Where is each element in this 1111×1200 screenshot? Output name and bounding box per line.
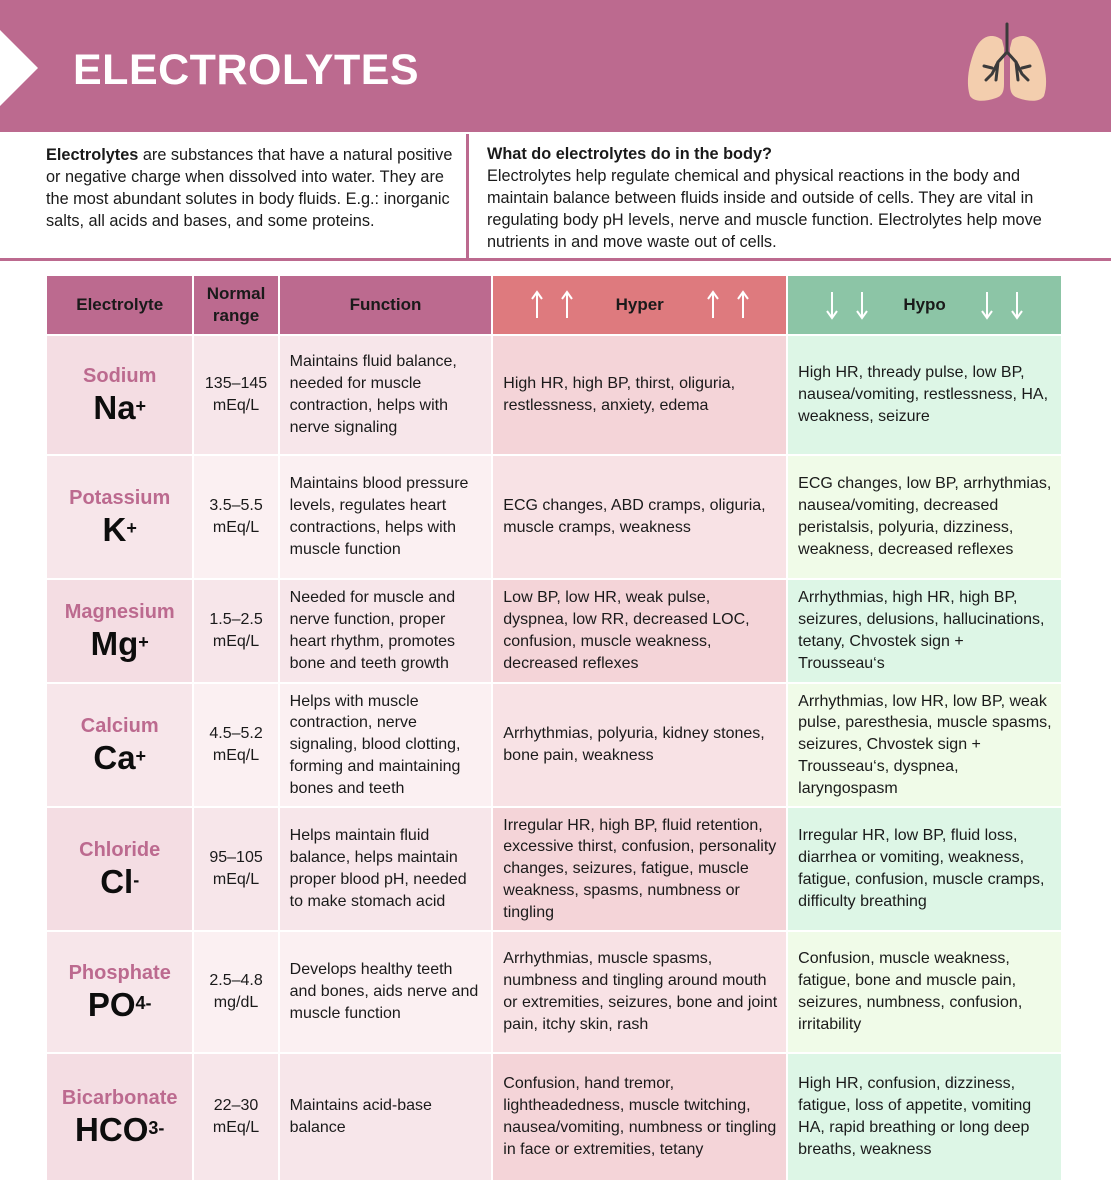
charge-text: 4- (135, 993, 152, 1013)
hypo-cell: Irregular HR, low BP, fluid loss, diarrhea or vomiting, weakness, fatigue, confusion, muscle cramps, difficulty breathing (788, 808, 1061, 930)
hypo-cell: High HR, confusion, dizziness, fatigue, loss of appetite, vomiting HA, rapid breathing or long deep breaths, weakness (788, 1054, 1061, 1180)
intro-question: What do electrolytes do in the body? (487, 145, 772, 163)
function-cell: Needed for muscle and nerve function, proper heart rhythm, promotes bone and teeth growth (280, 580, 492, 682)
intro-term: Electrolytes (46, 146, 139, 164)
symbol-text: Na (93, 389, 136, 426)
arrow-down-icon (825, 290, 839, 320)
intro-definition (46, 144, 456, 264)
function-cell: Maintains acid-base balance (280, 1054, 492, 1180)
arrow-down-icon (980, 290, 994, 320)
electrolyte-cell (47, 808, 192, 930)
header-hyper-label: Hyper (615, 295, 664, 315)
chevron-right-icon (0, 30, 38, 106)
charge-text: + (135, 396, 147, 416)
intro-divider (466, 134, 469, 260)
intro-role-text: Electrolytes help regulate chemical and physical reactions in the body and maintain balance between fluids inside and outside of cells. They are vital in regulating body pH levels, nerve and muscle function. Electrolytes help move nutrients in and move waste out of cells. (487, 167, 1042, 251)
electrolyte-name: Bicarbonate (61, 1087, 178, 1109)
header-function: Function (280, 276, 492, 334)
electrolyte-cell (47, 580, 192, 682)
arrow-down-icon (855, 290, 869, 320)
hyper-cell: Confusion, hand tremor, lightheadedness, muscle twitching, nausea/vomiting, numbness or tingling in face or extremities, tetany (493, 1054, 786, 1180)
lungs-icon (962, 22, 1052, 104)
electrolyte-symbol (48, 986, 191, 1024)
electrolyte-cell (47, 1054, 192, 1180)
function-cell: Maintains blood pressure levels, regulates heart contractions, helps with muscle function (280, 456, 492, 578)
electrolyte-cell (47, 932, 192, 1052)
electrolyte-cell (47, 336, 192, 454)
hypo-cell: Arrhythmias, high HR, high BP, seizures, delusions, hallucinations, tetany, Chvostek sign + Trousseau‘s (788, 580, 1061, 682)
header-electrolyte: Electrolyte (47, 276, 192, 334)
intro-rule (0, 258, 1111, 261)
electrolyte-cell (47, 456, 192, 578)
electrolyte-symbol (48, 1111, 191, 1149)
electrolyte-name: Sodium (83, 365, 157, 387)
hyper-cell: ECG changes, ABD cramps, oliguria, muscle cramps, weakness (493, 456, 786, 578)
arrow-up-icon (706, 290, 720, 320)
electrolyte-cell (47, 684, 192, 806)
electrolyte-symbol (48, 389, 191, 427)
charge-text: + (138, 632, 149, 652)
table-row (47, 336, 1061, 454)
page-title: ELECTROLYTES (73, 46, 420, 94)
arrow-up-icon (530, 290, 544, 320)
symbol-text: PO (87, 986, 136, 1023)
hyper-cell: Low BP, low HR, weak pulse, dyspnea, low RR, decreased LOC, confusion, muscle weakness, decreased reflexes (493, 580, 786, 682)
arrow-down-icon (1010, 290, 1024, 320)
charge-text: - (133, 870, 140, 890)
function-cell: Develops healthy teeth and bones, aids nerve and muscle function (280, 932, 492, 1052)
electrolyte-name: Potassium (69, 487, 171, 509)
table-row (47, 808, 1061, 930)
symbol-text: Cl (100, 863, 134, 900)
table-row (47, 932, 1061, 1052)
charge-text: + (126, 518, 137, 538)
hyper-cell: Arrhythmias, muscle spasms, numbness and tingling around mouth or extremities, seizures, bone and joint pain, itchy skin, rash (493, 932, 786, 1052)
header-hypo (788, 276, 1061, 334)
header-hyper (493, 276, 786, 334)
intro-role (487, 143, 1077, 263)
range-cell: 4.5–5.2 mEq/L (194, 684, 277, 806)
electrolyte-name: Magnesium (64, 601, 175, 623)
range-cell: 1.5–2.5 mEq/L (194, 580, 277, 682)
function-cell: Maintains fluid balance, needed for muscle contraction, helps with nerve signaling (280, 336, 492, 454)
range-cell: 3.5–5.5 mEq/L (194, 456, 277, 578)
electrolyte-name: Chloride (79, 839, 161, 861)
electrolyte-name: Calcium (80, 715, 159, 737)
electrolyte-symbol (48, 863, 191, 901)
function-cell: Helps with muscle contraction, nerve signaling, blood clotting, forming and maintaining bones and teeth (280, 684, 492, 806)
symbol-text: K (102, 511, 127, 548)
range-cell: 2.5–4.8 mg/dL (194, 932, 277, 1052)
hyper-cell: High HR, high BP, thirst, oliguria, restlessness, anxiety, edema (493, 336, 786, 454)
charge-text: 3- (148, 1118, 165, 1138)
symbol-text: Ca (93, 739, 136, 776)
electrolyte-symbol (48, 511, 191, 549)
range-cell: 22–30 mEq/L (194, 1054, 277, 1180)
arrow-up-icon (736, 290, 750, 320)
table-row (47, 684, 1061, 806)
range-cell: 95–105 mEq/L (194, 808, 277, 930)
table-row (47, 456, 1061, 578)
table-header-row (47, 276, 1061, 334)
table-row (47, 580, 1061, 682)
hypo-cell: ECG changes, low BP, arrhythmias, nausea/vomiting, decreased peristalsis, polyuria, dizziness, weakness, decreased reflexes (788, 456, 1061, 578)
symbol-text: HCO (75, 1111, 149, 1148)
electrolyte-symbol (48, 625, 191, 663)
intro-definition-text: are substances that have a natural positive or negative charge when dissolved into water. They are the most abundant solutes in body fluids. E.g.: inorganic salts, all acids and bases, and some proteins. (46, 146, 453, 230)
hypo-cell: Confusion, muscle weakness, fatigue, bone and muscle pain, seizures, numbness, confusion, irritability (788, 932, 1061, 1052)
hyper-cell: Arrhythmias, polyuria, kidney stones, bone pain, weakness (493, 684, 786, 806)
arrow-up-icon (560, 290, 574, 320)
hyper-cell: Irregular HR, high BP, fluid retention, excessive thirst, confusion, personality changes, seizures, fatigue, muscle weakness, spasms, numbness or tingling (493, 808, 786, 930)
header-normal-range: Normal range (194, 276, 277, 334)
range-cell: 135–145 mEq/L (194, 336, 277, 454)
table-row (47, 1054, 1061, 1180)
header-hypo-label: Hypo (903, 295, 946, 315)
electrolyte-symbol (48, 739, 191, 777)
header-banner (0, 0, 1111, 132)
function-cell: Helps maintain fluid balance, helps maintain proper blood pH, needed to make stomach acid (280, 808, 492, 930)
electrolyte-name: Phosphate (68, 962, 171, 984)
hypo-cell: Arrhythmias, low HR, low BP, weak pulse, paresthesia, muscle spasms, seizures, Chvostek sign + Trousseau‘s, dyspnea, laryngospasm (788, 684, 1061, 806)
symbol-text: Mg (90, 625, 139, 662)
electrolyte-table (45, 274, 1063, 1182)
charge-text: + (135, 746, 147, 766)
hypo-cell: High HR, thready pulse, low BP, nausea/vomiting, restlessness, HA, weakness, seizure (788, 336, 1061, 454)
banner-rule (0, 132, 1111, 135)
